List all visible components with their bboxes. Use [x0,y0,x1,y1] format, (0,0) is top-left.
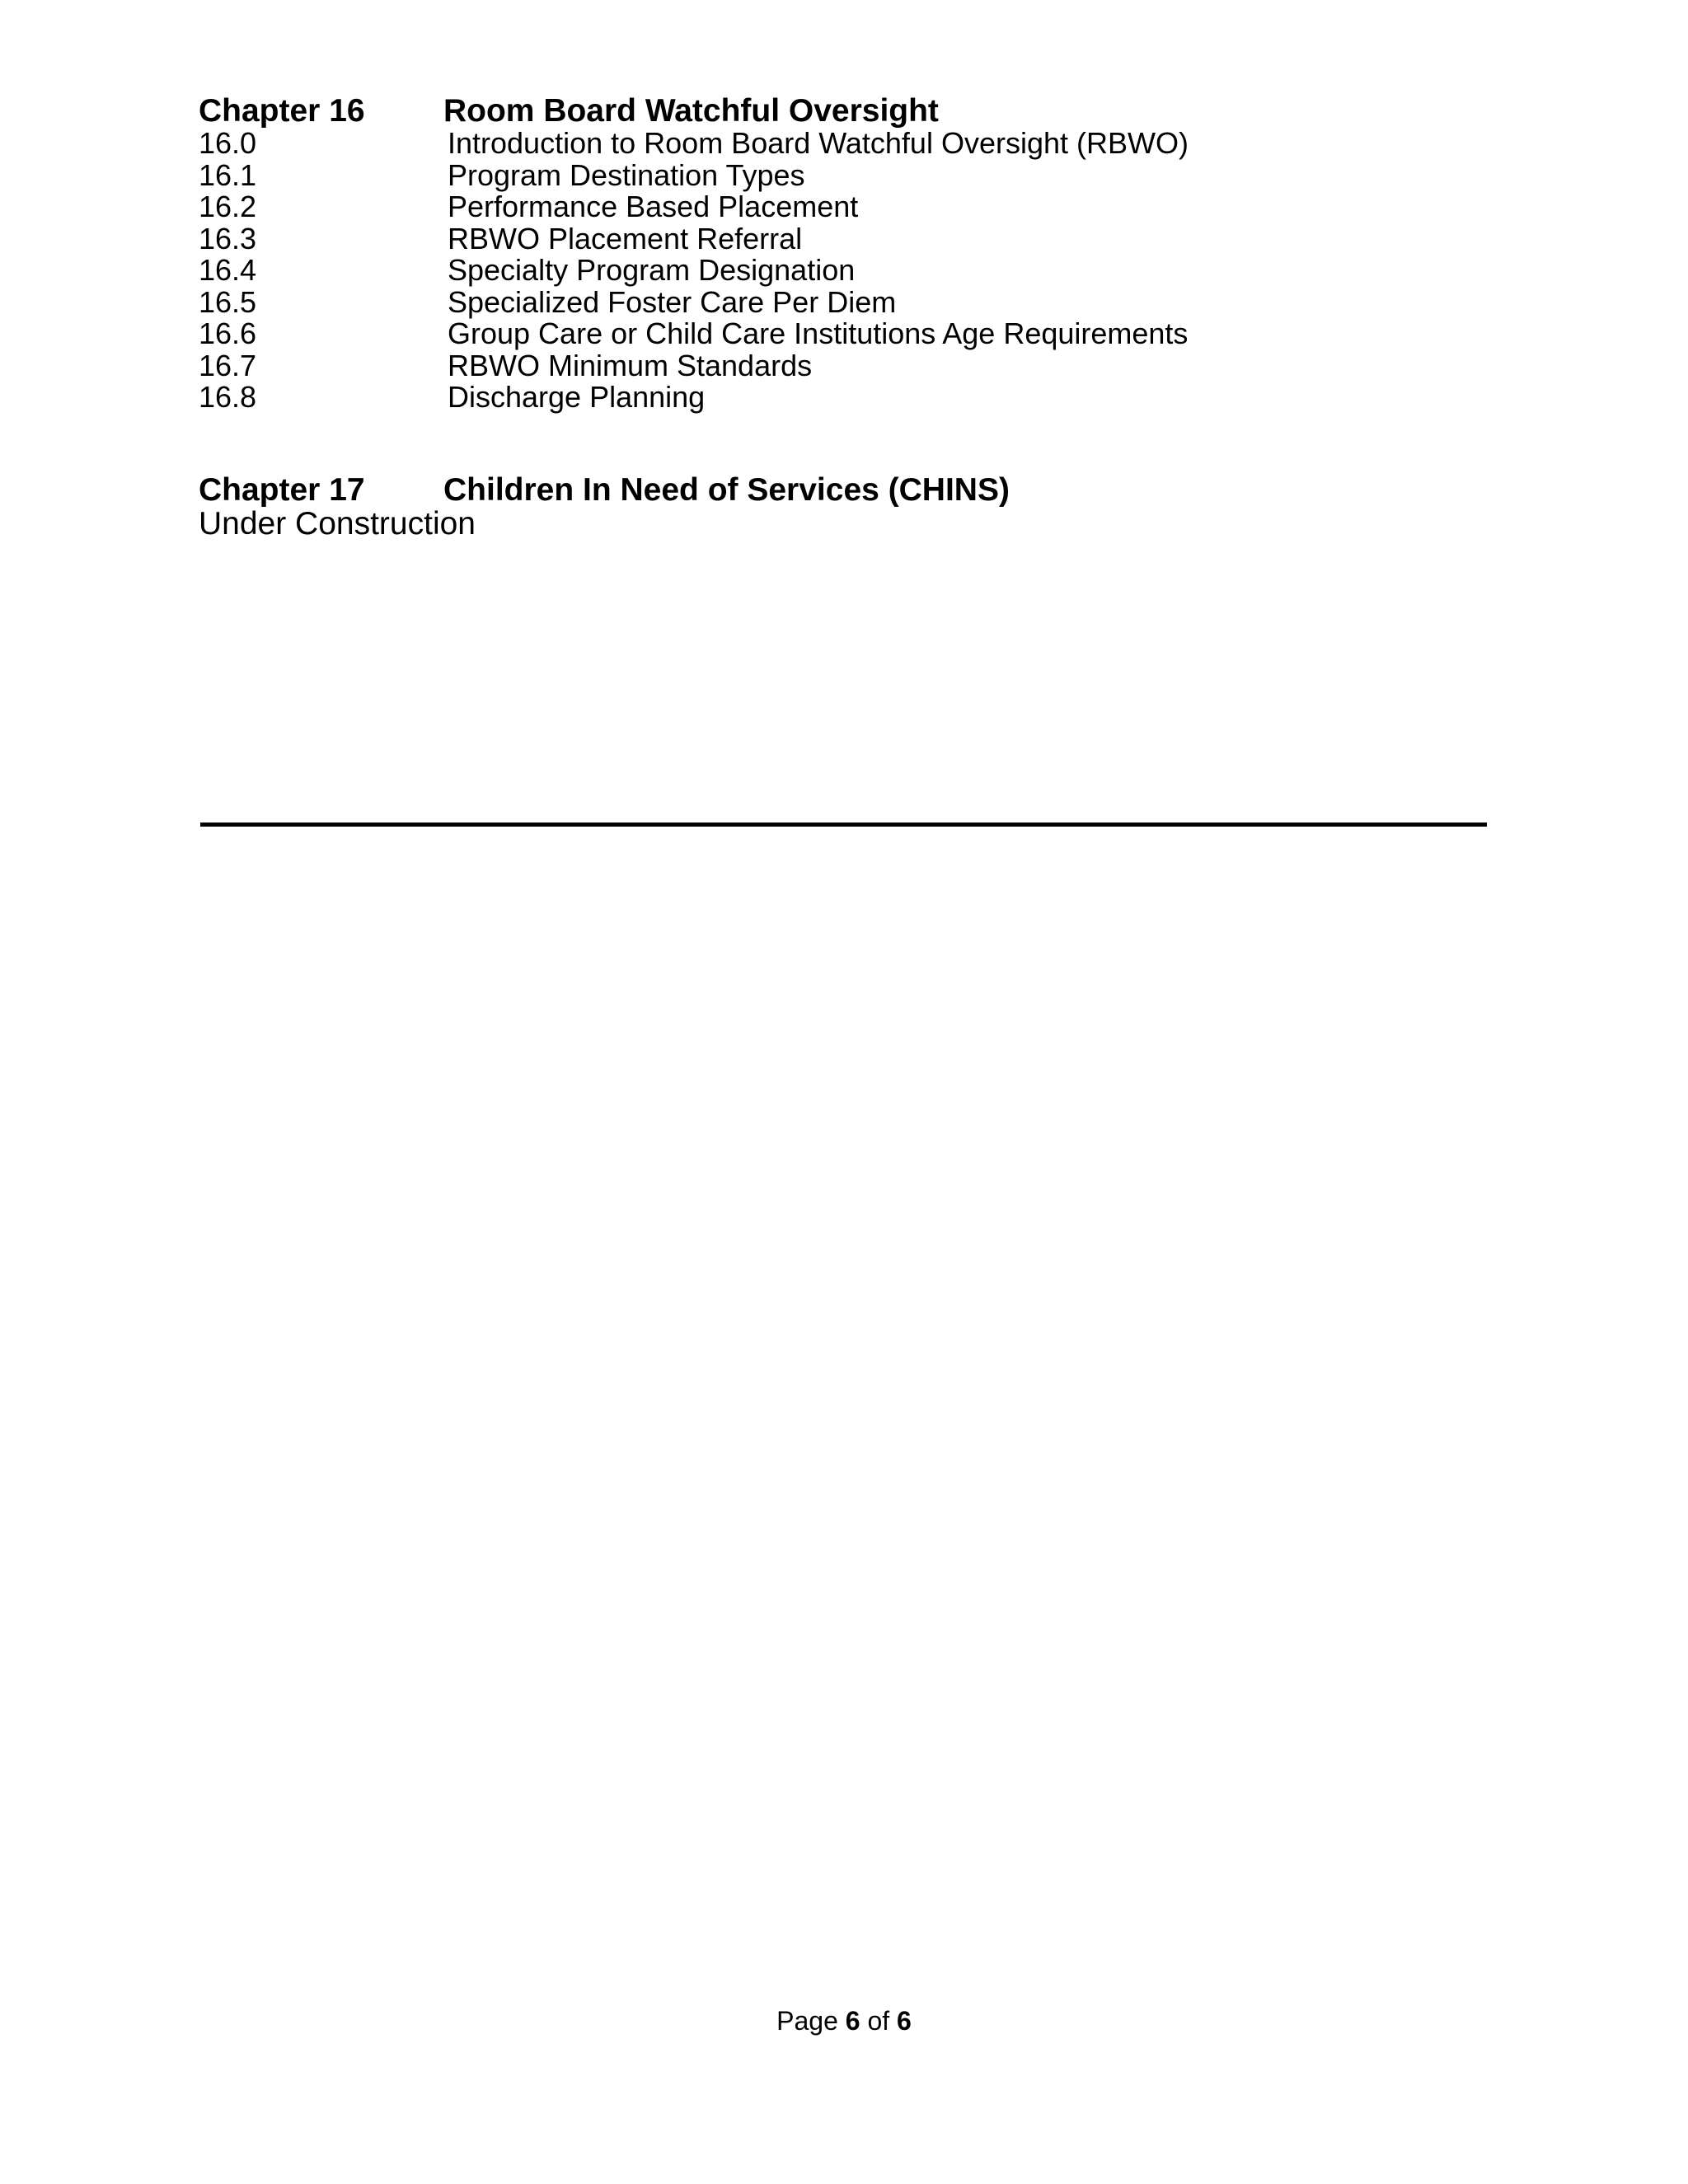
section-number: 16.4 [199,253,257,287]
chapter-16-block [199,95,1189,414]
section-row [199,128,1189,160]
section-row [199,157,1189,192]
section-title: RBWO Minimum Standards [448,348,813,382]
footer-page-label: Page [776,2006,838,2036]
section-list [199,128,1189,414]
footer-of-label: of [867,2006,890,2036]
section-row [199,191,1189,223]
section-title: Program Destination Types [448,157,805,192]
section-row [199,255,1189,287]
footer-current-page: 6 [845,2006,860,2036]
section-title: RBWO Placement Referral [448,221,803,255]
chapter-title: Children In Need of Services (CHINS) [443,472,1010,508]
chapter-heading [199,474,1010,507]
section-row [199,223,1189,255]
section-number: 16.5 [199,284,257,319]
section-title: Group Care or Child Care Institutions Age Requirements [448,316,1189,350]
chapter-17-block [199,474,1010,541]
section-title: Specialized Foster Care Per Diem [448,284,897,319]
page-footer [0,2004,1688,2037]
section-title: Discharge Planning [448,380,706,414]
section-title: Introduction to Room Board Watchful Oversight (RBWO) [448,126,1189,160]
chapter-title: Room Board Watchful Oversight [443,93,939,129]
section-title: Specialty Program Designation [448,253,856,287]
footer-total-pages: 6 [897,2006,912,2036]
horizontal-divider [200,823,1487,827]
section-number: 16.3 [199,221,257,255]
section-row [199,284,1189,319]
section-number: 16.7 [199,348,257,382]
section-number: 16.8 [199,380,257,414]
section-number: 16.0 [199,126,257,160]
section-row [199,382,1189,414]
chapter-heading [199,95,1189,128]
section-number: 16.2 [199,190,257,223]
section-number: 16.1 [199,157,257,192]
section-title: Performance Based Placement [448,190,859,223]
section-row [199,318,1189,350]
chapter-number: Chapter 17 [199,472,365,508]
chapter-note: Under Construction [199,506,476,541]
section-row [199,350,1189,382]
chapter-number: Chapter 16 [199,93,365,129]
section-number: 16.6 [199,316,257,350]
